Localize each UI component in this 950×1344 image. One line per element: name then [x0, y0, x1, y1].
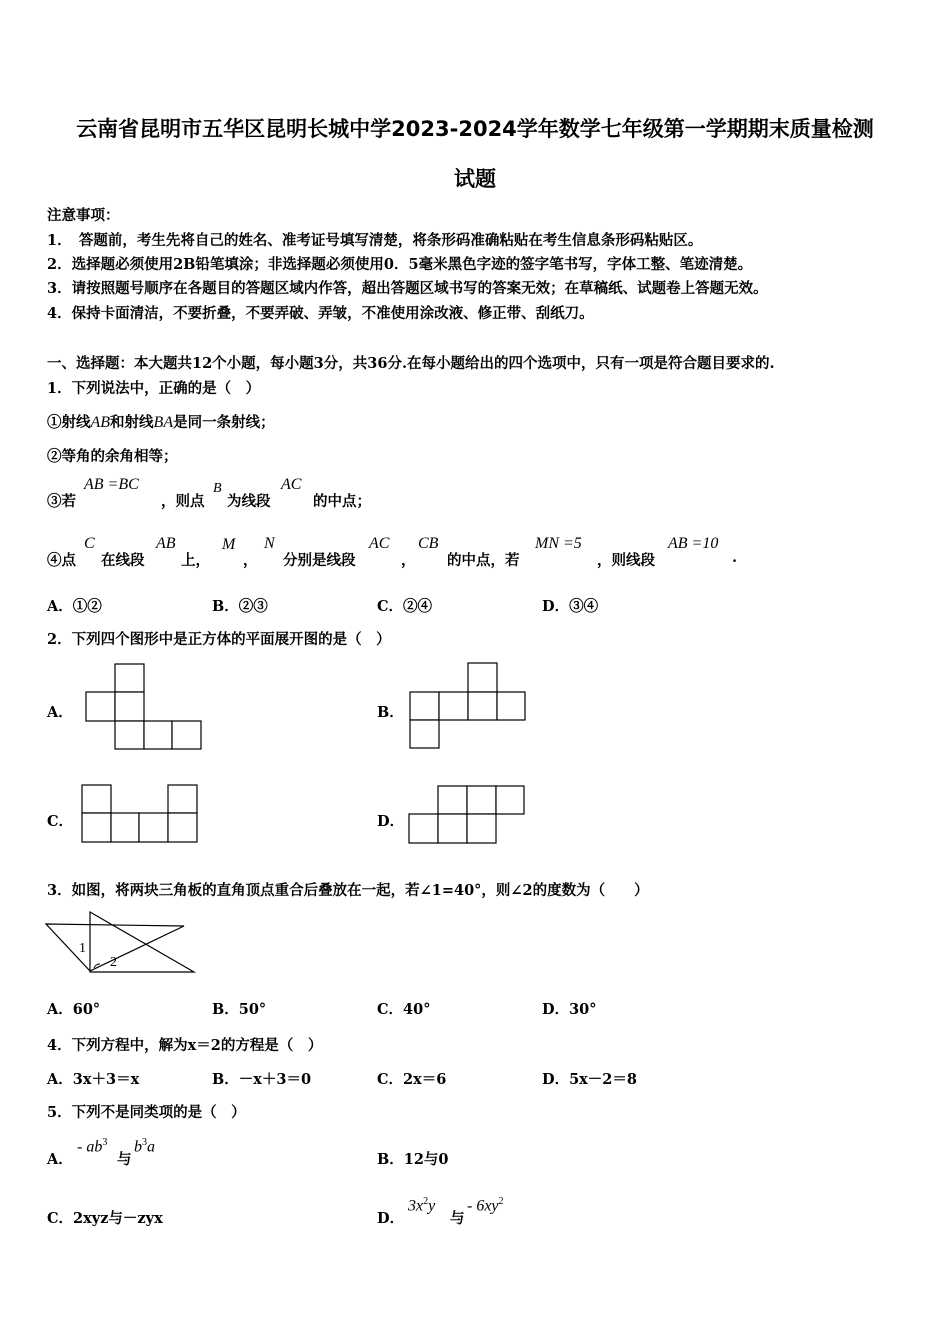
q5-option-d-label[interactable]: D．: [377, 1210, 405, 1227]
title-line-1: 云南省昆明市五华区昆明长城中学2023-2024学年数学七年级第一学期期末质量检测: [76, 117, 874, 141]
q5-d-expr-2: [467, 1196, 504, 1215]
q1-statement-2: ②等角的余角相等；: [47, 448, 178, 465]
q1-s3-math-2: B: [213, 481, 222, 496]
math: BA: [153, 414, 174, 431]
q3-triangles-figure: [44, 910, 196, 975]
q1-stem: 1．下列说法中，正确的是（ ）: [47, 380, 261, 397]
notes-heading: 注意事项：: [47, 207, 120, 224]
q4-option-b[interactable]: B．－x＋3＝0: [212, 1071, 312, 1088]
q1-s4-math-8: AB =10: [668, 535, 719, 552]
note-item-3: 3．请按照题号顺序在各题目的答题区域内作答，超出答题区域书写的答案无效；在草稿纸、试题卷上答题无效。: [47, 280, 768, 297]
q3-option-b[interactable]: B．50°: [212, 1001, 267, 1018]
q4-stem: 4．下列方程中，解为x＝2的方程是（ ）: [47, 1037, 323, 1054]
exponent: 3: [102, 1137, 108, 1148]
exponent: 2: [423, 1196, 429, 1207]
q1-s4-text-g: 的中点，若: [447, 552, 520, 569]
q1-s4-math-4: N: [264, 535, 275, 552]
q1-s4-math-7: MN =5: [535, 535, 582, 552]
note-item-1: 1． 答题前，考生先将自己的姓名、准考证号填写清楚，将条形码准确粘贴在考生信息条形码粘贴区。: [47, 232, 703, 249]
q2-option-d-label[interactable]: D．: [377, 813, 405, 830]
q1-s4-text-c: 上，: [181, 552, 210, 569]
angle-1-label: 1: [79, 941, 86, 956]
text: 是同一条射线；: [173, 414, 275, 431]
q4-option-c[interactable]: C．2x＝6: [377, 1071, 447, 1088]
q5-option-b[interactable]: B．12与0: [377, 1151, 449, 1168]
q3-option-c[interactable]: C．40°: [377, 1001, 431, 1018]
q1-s4-math-5: AC: [369, 535, 390, 552]
note-item-2: 2．选择题必须使用2B铅笔填涂；非选择题必须使用0．5毫米黑色字迹的签字笔书写，字体工整、笔迹清楚。: [47, 256, 753, 273]
q5-a-expr-1: [77, 1137, 107, 1156]
q2-figure-c[interactable]: [82, 785, 198, 843]
q5-d-mid: 与: [450, 1210, 465, 1227]
exponent: 2: [498, 1196, 504, 1207]
q5-option-c[interactable]: C．2xyz与－zyx: [47, 1210, 163, 1227]
q3-option-d[interactable]: D．30°: [542, 1001, 597, 1018]
exponent: 3: [142, 1137, 147, 1148]
q5-a-mid: 与: [117, 1151, 132, 1168]
title-line-2: 试题: [454, 167, 496, 191]
math: 3x: [408, 1197, 424, 1215]
q2-figure-d[interactable]: [409, 786, 525, 844]
q4-option-d[interactable]: D．5x－2＝8: [542, 1071, 637, 1088]
q1-s4-math-6: CB: [418, 535, 439, 552]
q1-s4-text-f: ，: [401, 552, 416, 569]
q2-option-b-label[interactable]: B．: [377, 704, 404, 721]
q1-statement-1: [47, 411, 275, 432]
q3-stem: 3．如图，将两块三角板的直角顶点重合后叠放在一起，若∠1=40°，则∠2的度数为（ ）: [47, 882, 649, 899]
q1-s4-text-h: ，则线段: [597, 552, 655, 569]
q4-option-a[interactable]: A．3x＋3＝x: [47, 1071, 140, 1088]
q1-s3-text-b: ，则点: [161, 493, 205, 510]
q2-figure-b[interactable]: [410, 663, 526, 749]
q1-s4-text-b: 在线段: [101, 552, 145, 569]
angle-2-label: 2: [110, 955, 117, 970]
q1-s4-text-a: ④点: [47, 552, 76, 569]
q1-s3-text-d: 的中点；: [313, 493, 371, 510]
q1-s4-text-d: ，: [243, 552, 258, 569]
q1-option-b[interactable]: B．②③: [212, 598, 268, 615]
q5-stem: 5．下列不是同类项的是（ ）: [47, 1104, 246, 1121]
math: y: [428, 1197, 436, 1215]
text: ①射线: [47, 414, 91, 431]
q5-d-expr-1: [408, 1196, 435, 1215]
math: b: [134, 1138, 142, 1156]
math: - 6xy: [467, 1197, 499, 1215]
q1-option-a[interactable]: A．①②: [47, 598, 102, 615]
q1-s3-math-3: AC: [281, 476, 302, 493]
q1-option-c[interactable]: C．②④: [377, 598, 433, 615]
q2-stem: 2．下列四个图形中是正方体的平面展开图的是（ ）: [47, 631, 391, 648]
math: AB: [90, 414, 111, 431]
q2-option-a-label[interactable]: A．: [47, 704, 73, 721]
q1-s4-text-i: .: [732, 549, 738, 566]
note-item-4: 4．保持卡面清洁，不要折叠，不要弄破、弄皱，不准使用涂改液、修正带、刮纸刀。: [47, 305, 594, 322]
math: a: [147, 1138, 155, 1156]
q3-option-a[interactable]: A．60°: [47, 1001, 101, 1018]
text: 和射线: [110, 414, 154, 431]
q1-s3-text-a: ③若: [47, 493, 76, 510]
q2-figure-a[interactable]: [86, 664, 202, 750]
q1-option-d[interactable]: D．③④: [542, 598, 599, 615]
q2-option-c-label[interactable]: C．: [47, 813, 74, 830]
q5-option-a-label[interactable]: A．: [47, 1151, 73, 1168]
q1-s4-math-3: M: [222, 536, 236, 553]
q1-s3-math-1: AB =BC: [84, 476, 139, 493]
math: - ab: [77, 1138, 103, 1156]
section-heading: 一、选择题：本大题共12个小题，每小题3分，共36分.在每小题给出的四个选项中，只有一项是符合题目要求的.: [47, 355, 775, 372]
q1-s3-text-c: 为线段: [227, 493, 271, 510]
q1-s4-math-1: C: [84, 535, 95, 552]
q1-s4-math-2: AB: [156, 535, 176, 552]
q5-a-expr-2: [134, 1137, 155, 1156]
q1-s4-text-e: 分别是线段: [283, 552, 356, 569]
